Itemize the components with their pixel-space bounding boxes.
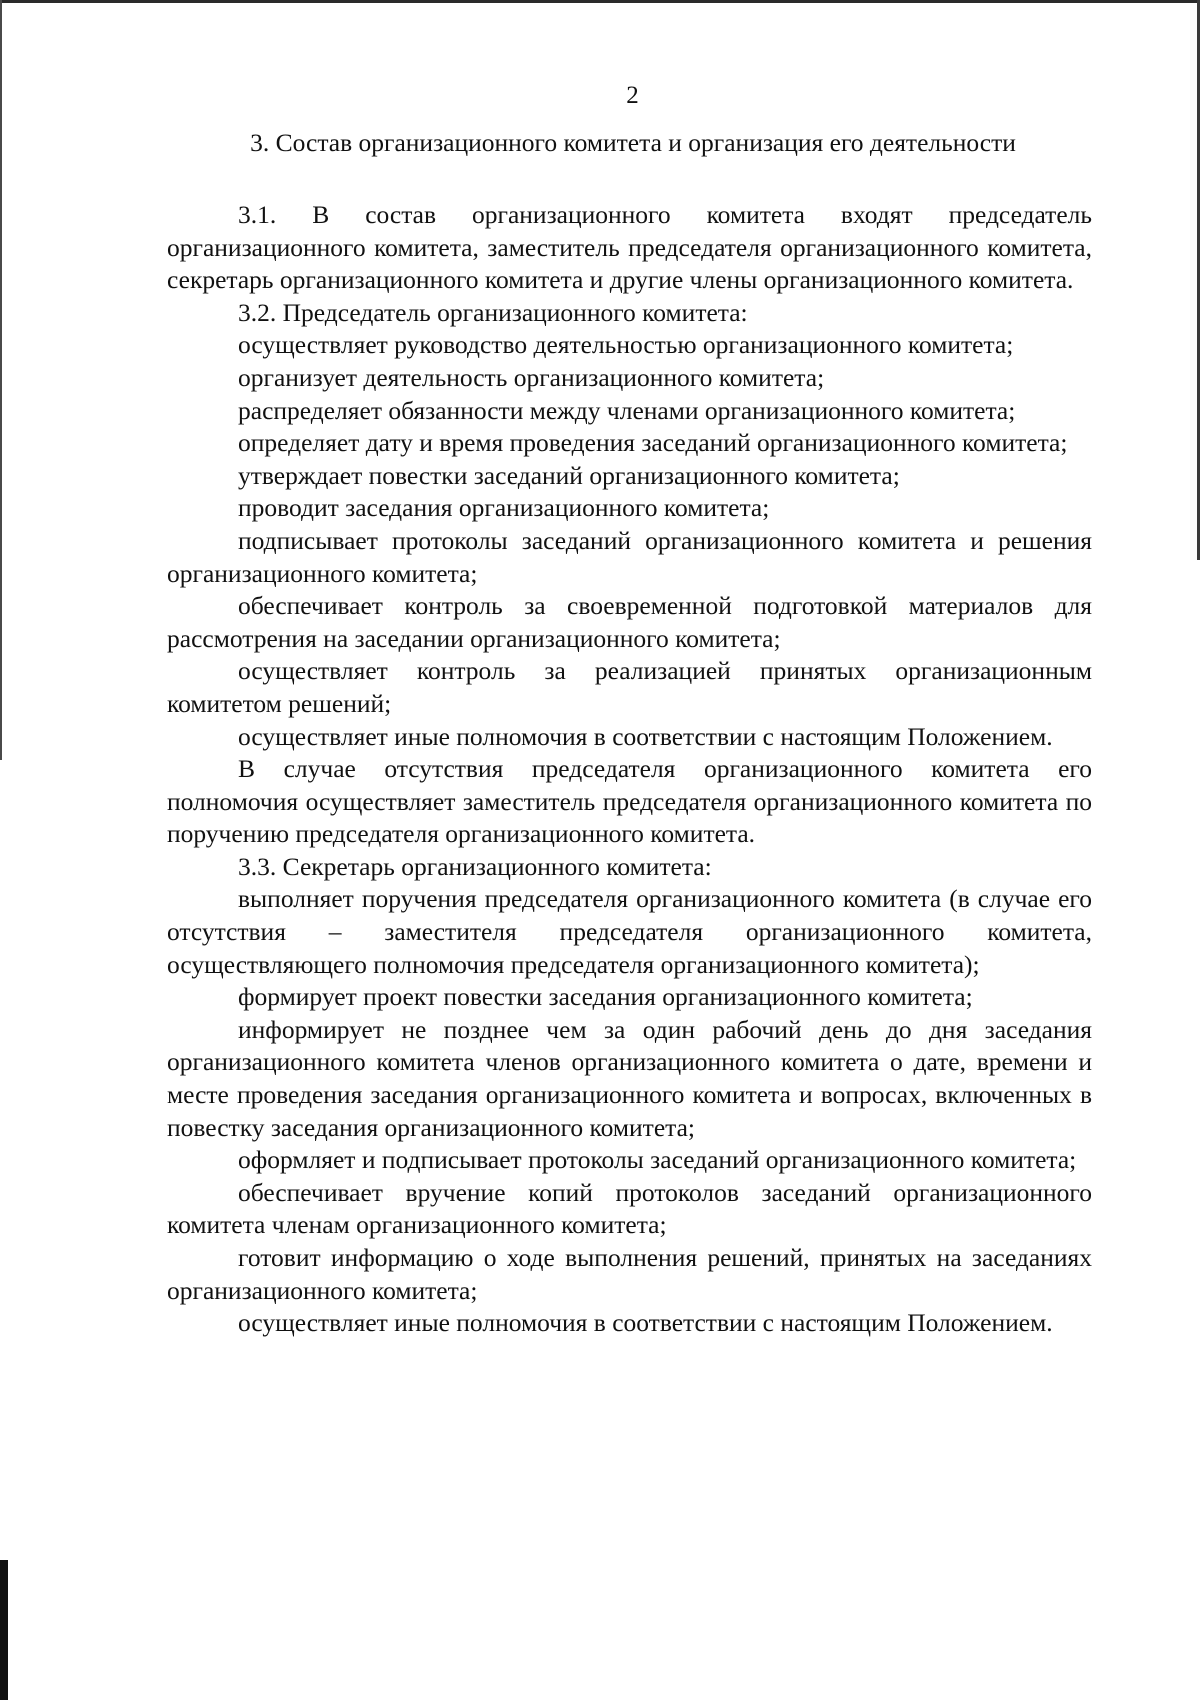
list-item: обеспечивает контроль за своевременной подготовкой материалов для рассмотрения на заседании организационного комитета; [167, 591, 1092, 653]
list-item: обеспечивает вручение копий протоколов заседаний организационного комитета членам организационного комитета; [167, 1177, 1092, 1240]
list-item: готовит информацию о ходе выполнения решений, принятых на заседаниях организационного комитета; [167, 1243, 1092, 1305]
list-item: оформляет и подписывает протоколы заседаний организационного комитета; [238, 1145, 1077, 1175]
list-item: подписывает протоколы заседаний организационного комитета и решения организационного комитета; [167, 525, 1092, 588]
document-body [167, 199, 1092, 1340]
scan-edge-left [0, 0, 2, 760]
list-item: осуществляет контроль за реализацией принятых организационным комитетом решений; [167, 656, 1092, 718]
list-item: утверждает повестки заседаний организационного комитета; [238, 460, 900, 490]
paragraph-3-3-heading: 3.3. Секретарь организационного комитета: [238, 851, 712, 881]
paragraph-3-2-heading: 3.2. Председатель организационного комитета: [238, 297, 748, 327]
page-number: 2 [626, 82, 639, 109]
list-item: информирует не позднее чем за один рабочий день до дня заседания организационного комитета членов организационного комитета о дате, времени и месте проведения заседания организационного комитета и вопросах, включенных в повестку заседания организационного комитета; [167, 1014, 1092, 1142]
list-item: осуществляет руководство деятельностью организационного комитета; [238, 330, 1014, 360]
paragraph-3-1: 3.1. В состав организационного комитета входят председатель организационного комитета, заместитель председателя организационного комитета, секретарь организационного комитета и другие члены организационного комитета. [167, 200, 1092, 295]
paragraph-absence: В случае отсутствия председателя организационного комитета его полномочия осуществляет заместитель председателя организационного комитета по поручению председателя организационного комитета. [167, 754, 1092, 849]
list-item: определяет дату и время проведения заседаний организационного комитета; [238, 428, 1068, 458]
list-item: формирует проект повестки заседания организационного комитета; [238, 982, 973, 1012]
list-item: организует деятельность организационного комитета; [238, 362, 825, 392]
list-item: проводит заседания организационного комитета; [238, 493, 770, 523]
list-item: осуществляет иные полномочия в соответствии с настоящим Положением. [238, 1308, 1053, 1338]
list-item: осуществляет иные полномочия в соответствии с настоящим Положением. [238, 721, 1053, 751]
list-item: распределяет обязанности между членами организационного комитета; [238, 395, 1016, 425]
section-title: 3. Состав организационного комитета и организация его деятельности [250, 128, 1016, 157]
scan-edge-left-bottom [0, 1560, 8, 1700]
list-item: выполняет поручения председателя организационного комитета (в случае его отсутствия – заместителя председателя организационного комитета, осуществляющего полномочия председателя организационного комитета); [167, 884, 1092, 979]
scan-edge-top [0, 0, 1200, 3]
